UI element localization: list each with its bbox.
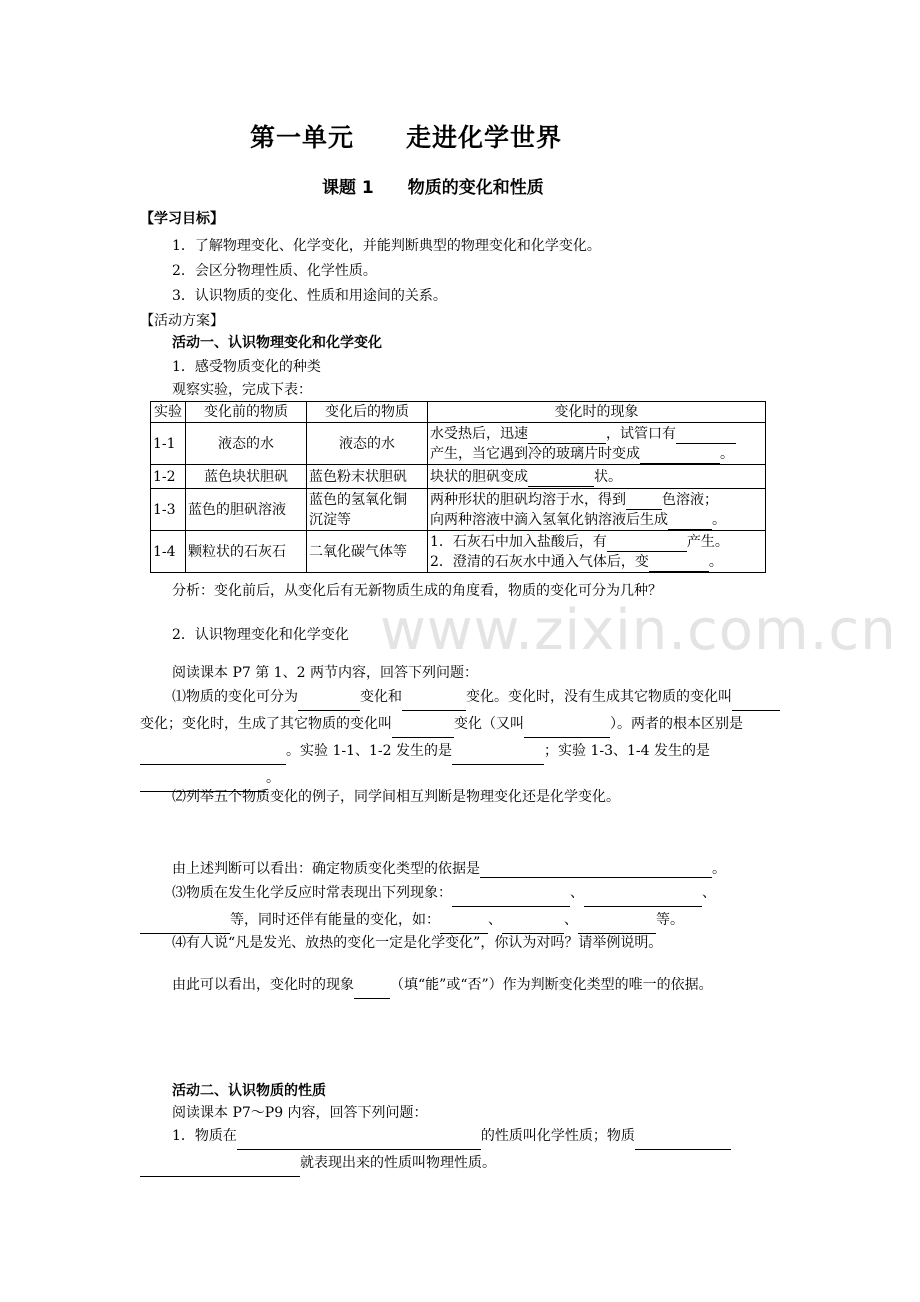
activity1-sub1: 1．感受物质变化的种类	[172, 359, 321, 375]
cell-text: 产生，当它遇到冷的玻璃片时变成	[430, 445, 640, 462]
answer-blank[interactable]	[607, 536, 687, 552]
table-header-row	[151, 402, 766, 423]
answer-blank[interactable]	[452, 749, 544, 765]
basis-question	[172, 858, 726, 878]
answer-blank[interactable]	[392, 722, 454, 738]
table-cell: 液态的水	[186, 423, 307, 465]
table-cell: 蓝色块状胆矾	[186, 465, 307, 489]
question-text: 、	[488, 912, 502, 928]
answer-blank[interactable]	[524, 722, 610, 738]
cell-text: 色溶液；	[662, 491, 718, 508]
watermark: www.zixin.com.cn	[380, 598, 897, 663]
goal-item: 2．会区分物理性质、化学性质。	[172, 263, 377, 279]
table-cell	[307, 489, 428, 531]
cell-text: 。	[708, 553, 723, 570]
answer-blank[interactable]	[584, 891, 702, 907]
answer-blank[interactable]	[626, 494, 662, 510]
question-text: 变化（又叫	[454, 716, 524, 732]
question-text: 据。	[684, 977, 713, 993]
table-header: 实验	[151, 402, 186, 423]
lesson-subtitle: 课题 1 物质的变化和性质	[322, 178, 544, 198]
question-text: ⑶物质在发生化学反应时常表现出下列现象：	[172, 885, 452, 901]
table-cell	[428, 465, 766, 489]
cell-text: 。	[712, 511, 726, 528]
goal-item: 1．了解物理变化、化学变化，并能判断典型的物理变化和化学变化。	[172, 238, 601, 254]
reading-instruction: 阅读课本 P7 第 1、2 两节内容，回答下列问题：	[172, 665, 478, 681]
question-text: 两者的根本区别是	[631, 716, 743, 732]
page-title: 第一单元 走进化学世界	[250, 123, 563, 152]
goal-item: 3．认识物质的变化、性质和用途间的关系。	[172, 288, 447, 304]
answer-blank[interactable]	[140, 749, 286, 765]
answer-blank[interactable]	[354, 983, 390, 999]
answer-blank[interactable]	[635, 1134, 731, 1150]
question-text: 等。	[656, 912, 684, 928]
question-text: ；实验 1-3、	[544, 743, 627, 759]
cell-text: ，试管口有	[606, 425, 676, 442]
table-cell: 1-2	[151, 465, 186, 489]
activity2-reading: 阅读课本 P7～P9 内容，回答下列问题：	[172, 1105, 428, 1121]
answer-blank[interactable]	[452, 891, 570, 907]
question-text: 。	[266, 770, 280, 786]
question-text: 。	[712, 861, 726, 877]
question-text: （填“能”或“否”）作为判断变化类型的唯一的依	[390, 977, 685, 993]
answer-blank[interactable]	[732, 695, 780, 711]
question-1	[140, 684, 790, 792]
conclusion	[140, 972, 790, 999]
answer-blank[interactable]	[402, 695, 466, 711]
question-text: 化叫	[704, 689, 732, 705]
table-cell: 二氧化碳气体等	[307, 531, 428, 573]
question-text: 1．物质在	[172, 1128, 237, 1144]
goals-heading: 【学习目标】	[140, 211, 224, 227]
answer-blank[interactable]	[298, 695, 360, 711]
cell-text: 水受热后，迅速	[430, 425, 528, 442]
activity1-sub2: 2．认识物理变化和化学变化	[172, 627, 349, 643]
question-text: 、	[570, 885, 584, 901]
table-cell: 1-1	[151, 423, 186, 465]
table-cell	[428, 423, 766, 465]
cell-text: 沉淀等	[309, 511, 351, 528]
table-header: 变化时的现象	[428, 402, 766, 423]
answer-blank[interactable]	[668, 514, 712, 530]
table-row	[151, 489, 766, 531]
experiment-table	[150, 401, 766, 573]
cell-text: 1．石灰石中加入盐酸后，有	[430, 533, 607, 550]
answer-blank[interactable]	[480, 862, 712, 878]
question-text: 等，同时还伴有能量的变化，如：	[230, 912, 440, 928]
activity2-question-1	[140, 1123, 790, 1177]
table-cell: 颗粒状的石灰石	[186, 531, 307, 573]
table-cell: 1-4	[151, 531, 186, 573]
question-4: ⑷有人说“凡是发光、放热的变化一定是化学变化”，你认为对吗？请举例说明。	[172, 935, 663, 951]
answer-blank[interactable]	[649, 556, 709, 572]
cell-text: 块状的胆矾变成	[430, 468, 528, 485]
cell-text: 两种形状的胆矾均溶于水，得到	[430, 491, 626, 508]
activity1-heading: 活动一、认识物理变化和化学变化	[172, 335, 382, 351]
cell-text: 2．澄清的石灰水中通入气体后，变	[430, 553, 649, 570]
table-header: 变化后的物质	[307, 402, 428, 423]
question-text: 、	[564, 912, 578, 928]
table-intro: 观察实验，完成下表：	[172, 382, 312, 398]
question-text: ）。	[610, 716, 631, 732]
question-3	[140, 880, 790, 934]
table-cell: 蓝色的胆矾溶液	[186, 489, 307, 531]
question-text: 的性质叫化学性质；物质	[480, 1128, 635, 1144]
question-text: ⑴物质的变化可分为	[172, 689, 298, 705]
question-text: 就表现出来的性质叫物理性质。	[300, 1155, 496, 1171]
question-text: 。实验 1-1、1-2 发生的是	[286, 743, 452, 759]
analysis-text: 分析：变化前后，从变化后有无新物质生成的角度看，物质的变化可分为几种？	[172, 583, 662, 599]
question-2: ⑵列举五个物质变化的例子，同学间相互判断是物理变化还是化学变化。	[172, 789, 620, 805]
question-text: 由此可以看出，变化时的现象	[172, 977, 354, 993]
table-row	[151, 423, 766, 465]
table-header: 变化前的物质	[186, 402, 307, 423]
question-text: 1-4 发生的是	[627, 743, 710, 759]
answer-blank[interactable]	[676, 428, 736, 444]
answer-blank[interactable]	[140, 1161, 300, 1177]
table-row	[151, 531, 766, 573]
question-text: 、	[702, 885, 716, 901]
question-text: 变化。变化时，没有生成其它物质的变	[466, 689, 704, 705]
cell-text: 状。	[594, 468, 622, 485]
table-cell: 蓝色粉末状胆矾	[307, 465, 428, 489]
cell-text: 蓝色的氢氧化铜	[309, 491, 407, 508]
table-cell: 1-3	[151, 489, 186, 531]
question-text: 变化和	[360, 689, 402, 705]
question-text: 变化；变化时，生成了其它物质的变化叫	[140, 716, 392, 732]
table-cell: 液态的水	[307, 423, 428, 465]
cell-text: 产生。	[686, 533, 729, 550]
table-cell	[428, 489, 766, 531]
table-row	[151, 465, 766, 489]
table-cell	[428, 531, 766, 573]
answer-blank[interactable]	[640, 448, 720, 464]
answer-blank[interactable]	[237, 1134, 481, 1150]
cell-text: 向两种溶液中滴入氢氧化钠溶液后生成	[430, 511, 668, 528]
cell-text: 。	[720, 445, 734, 462]
answer-blank[interactable]	[528, 428, 606, 444]
answer-blank[interactable]	[528, 471, 594, 487]
activity2-heading: 活动二、认识物质的性质	[172, 1083, 326, 1099]
plan-heading: 【活动方案】	[140, 313, 224, 329]
question-text: 由上述判断可以看出：确定物质变化类型的依据是	[172, 861, 480, 877]
